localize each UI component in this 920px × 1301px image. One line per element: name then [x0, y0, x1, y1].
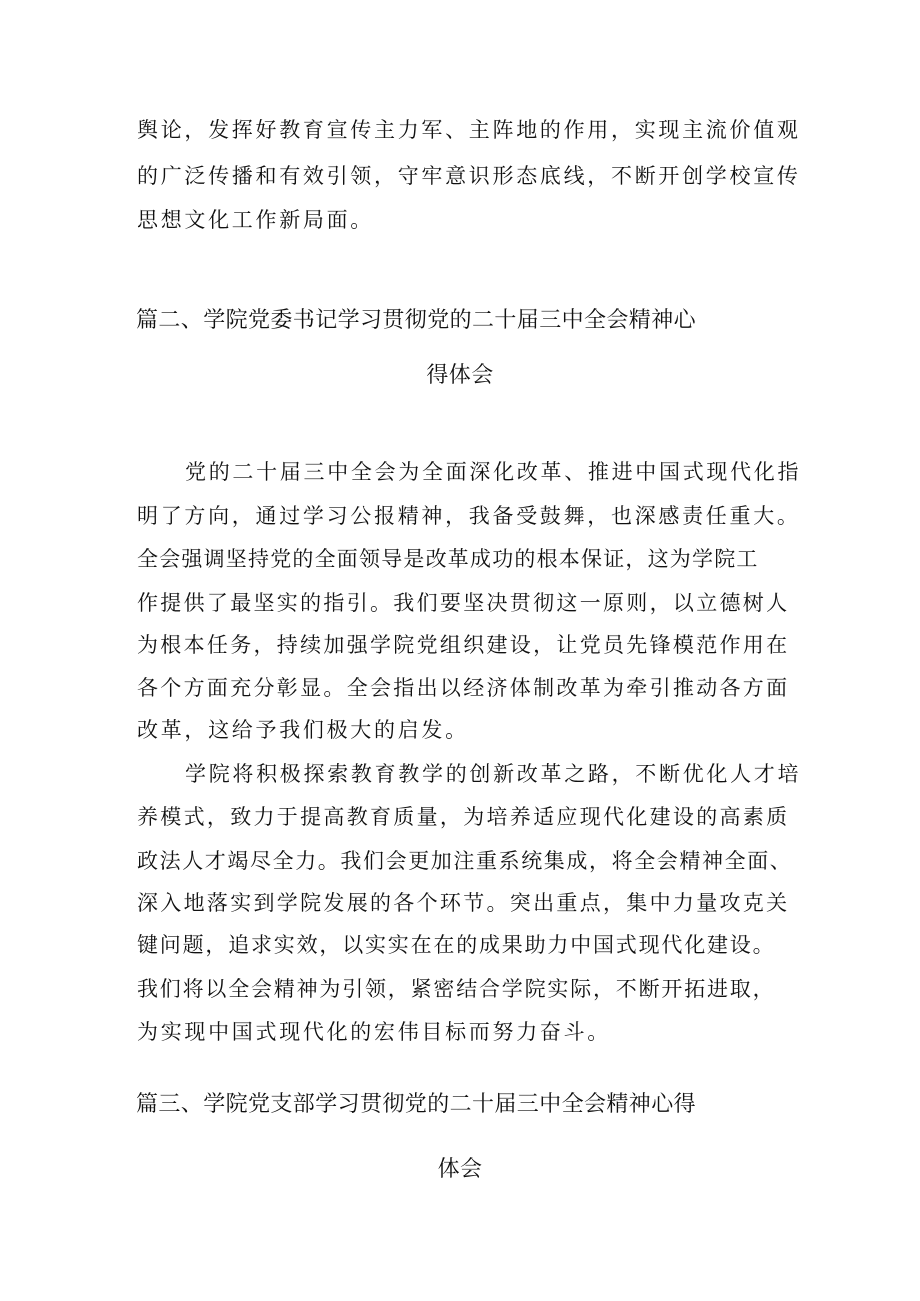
paragraph-line: 为根本任务，持续加强学院党组织建设，让党员先锋模范作用在 — [137, 633, 790, 657]
paragraph-line: 政法人才竭尽全力。我们会更加注重系统集成，将全会精神全面、 — [137, 849, 793, 873]
paragraph-line: 改革，这给予我们极大的启发。 — [137, 718, 469, 742]
paragraph-line: 深入地落实到学院发展的各个环节。突出重点，集中力量攻克关 — [137, 891, 790, 915]
paragraph-line: 键问题，追求实效，以实实在在的成果助力中国式现代化建设。 — [137, 933, 776, 957]
paragraph-line: 我们将以全会精神为引领，紧密结合学院实际，不断开拓进取， — [137, 977, 776, 1001]
paragraph-line: 学院将积极探索教育教学的创新改革之路，不断优化人才培 — [185, 762, 802, 786]
intro-line: 舆论，发挥好教育宣传主力军、主阵地的作用，实现主流价值观 — [137, 118, 801, 142]
paragraph-line: 养模式，致力于提高教育质量，为培养适应现代化建设的高素质 — [137, 805, 790, 829]
paragraph-line: 为实现中国式现代化的宏伟目标而努力奋斗。 — [137, 1020, 611, 1044]
section2-title: 篇二、学院党委书记学习贯彻党的二十届三中全会精神心 — [136, 308, 697, 333]
paragraph-line: 全会强调坚持党的全面领导是改革成功的根本保证，这为学院工 — [137, 547, 759, 571]
paragraph-line: 作提供了最坚实的指引。我们要坚决贯彻这一原则，以立德树人 — [137, 591, 790, 615]
intro-line: 思想文化工作新局面。 — [137, 208, 374, 232]
paragraph-line: 各个方面充分彰显。全会指出以经济体制改革为牵引推动各方面 — [137, 676, 790, 700]
section3-title: 篇三、学院党支部学习贯彻党的二十届三中全会精神心得 — [136, 1092, 697, 1117]
section2-title-cont: 得体会 — [426, 363, 494, 388]
intro-line: 的广泛传播和有效引领，守牢意识形态底线，不断开创学校宣传 — [137, 164, 801, 188]
section3-title-cont: 体会 — [437, 1157, 483, 1182]
paragraph-line: 明了方向，通过学习公报精神，我备受鼓舞，也深感责任重大。 — [137, 504, 801, 528]
paragraph-line: 党的二十届三中全会为全面深化改革、推进中国式现代化指 — [185, 460, 802, 484]
